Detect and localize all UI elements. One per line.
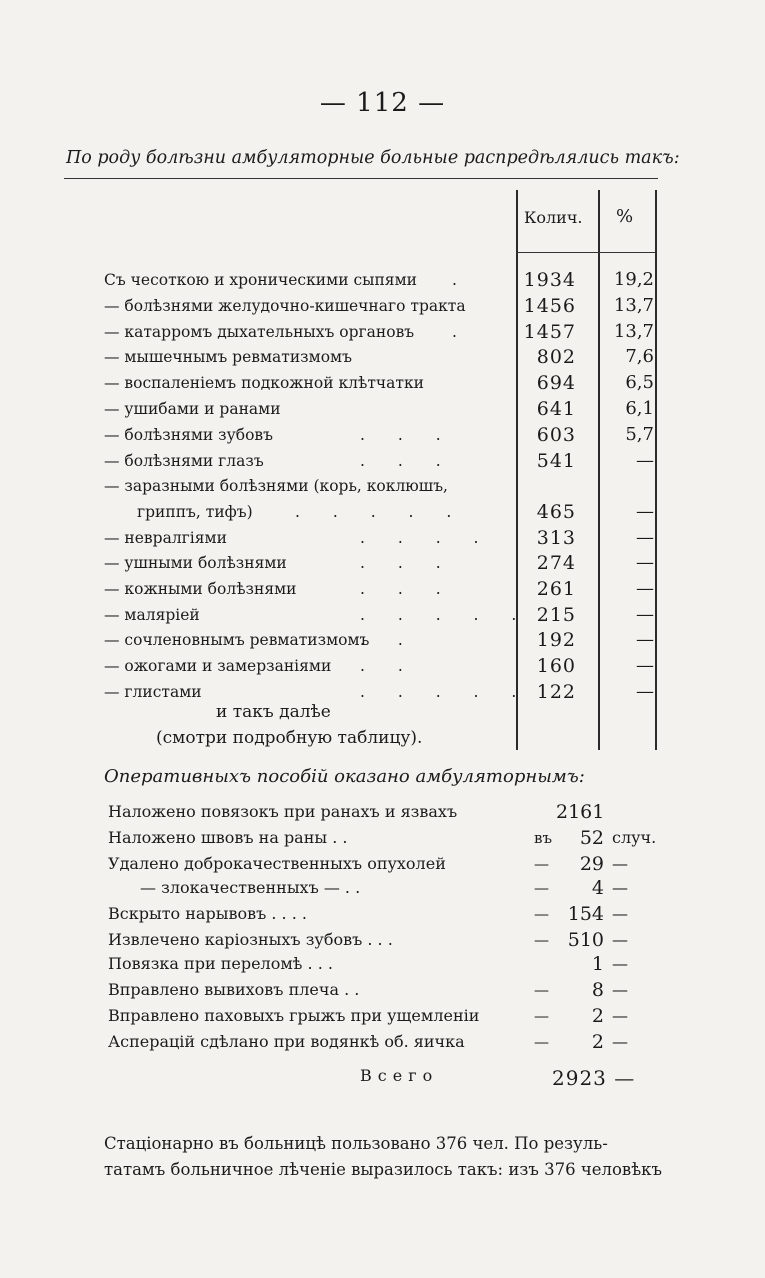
table-row-leader: . . . <box>360 580 455 598</box>
table-row-percent: — <box>636 578 654 599</box>
operation-unit: — <box>612 954 628 973</box>
table-row-leader: . . . . <box>360 529 493 547</box>
table-row-percent: 7,6 <box>625 346 654 367</box>
operation-label: Повязка при переломѣ . . . <box>108 954 333 973</box>
table-row-percent: — <box>636 629 654 650</box>
table-divider-right <box>655 190 657 750</box>
table-footer-line1: и такъ далѣе <box>216 702 331 722</box>
table-row-percent: 19,2 <box>613 269 654 290</box>
table-row-label: — ожогами и замерзаніями <box>104 657 332 675</box>
table-row-percent: — <box>636 527 654 548</box>
table-row-label: — катарромъ дыхательныхъ органовъ <box>104 323 415 341</box>
table-row-leader: . . . . . <box>360 683 531 701</box>
table-row-leader: . . . <box>360 426 455 444</box>
table-row-percent: — <box>636 655 654 676</box>
table-row-leader: . <box>452 271 471 289</box>
table-row-label: гриппъ, тифъ) <box>137 503 253 521</box>
operation-label: Вправлено паховыхъ грыжъ при ущемленіи <box>108 1006 480 1025</box>
operation-prefix: — <box>534 879 549 897</box>
table-row-leader: . . <box>360 657 417 675</box>
column-header-rule <box>516 252 657 253</box>
table-row-label: — болѣзнями глазъ <box>104 452 264 470</box>
table-row-label: — болѣзнями зубовъ <box>104 426 273 444</box>
table-row-count: 603 <box>536 424 576 446</box>
operation-value: 52 <box>579 827 604 849</box>
table-footer-line2: (смотри подробную таблицу). <box>156 728 423 748</box>
operation-prefix: — <box>534 1033 549 1051</box>
operation-unit: — <box>612 854 628 873</box>
table-row-count: 160 <box>536 655 576 677</box>
table-row-count: 261 <box>536 578 576 600</box>
table-row-label: — ушибами и ранами <box>104 400 281 418</box>
operation-unit: — <box>612 904 628 923</box>
table-row-label: — маляріей <box>104 606 200 624</box>
operation-label: Извлечено каріозныхъ зубовъ . . . <box>108 930 393 949</box>
operation-unit: — <box>612 878 628 897</box>
operation-label: — злокачественныхъ — . . <box>140 878 361 897</box>
total-label: Всего <box>360 1066 439 1085</box>
table-row-leader: . . . . . <box>295 503 466 521</box>
paragraph-line1: Стаціонарно въ больницѣ пользовано 376 чел. По резуль- <box>104 1134 608 1153</box>
table-row-label: — невралгіями <box>104 529 227 547</box>
table-row-count: 274 <box>536 552 576 574</box>
table-row-count: 641 <box>536 398 576 420</box>
table-divider-left <box>516 190 518 750</box>
operation-unit: — <box>612 930 628 949</box>
table-row-percent: 13,7 <box>613 321 654 342</box>
table-row-percent: — <box>636 604 654 625</box>
operation-value: 510 <box>567 929 604 951</box>
table-row-leader: . . . . . <box>360 606 531 624</box>
table-row-label: — ушными болѣзнями <box>104 554 287 572</box>
table-row-count: 541 <box>536 450 576 472</box>
table-row-label: — болѣзнями желудочно-кишечнаго тракта <box>104 297 466 315</box>
table-row-label: — мышечнымъ ревматизмомъ <box>104 348 352 366</box>
operation-unit: случ. <box>612 828 657 847</box>
table-row-leader: . . . <box>360 452 455 470</box>
table-row-leader: . . <box>360 631 417 649</box>
operation-value: 154 <box>567 903 604 925</box>
operation-value: 4 <box>591 877 604 899</box>
table-row-count: 122 <box>536 681 576 703</box>
table-row-percent: — <box>636 552 654 573</box>
table-row-leader: . . . <box>360 554 455 572</box>
operation-label: Удалено доброкачественныхъ опухолей <box>108 854 446 873</box>
operation-prefix: — <box>534 905 549 923</box>
table-row-count: 802 <box>536 346 576 368</box>
table-row-count: 192 <box>536 629 576 651</box>
heading-rule <box>64 178 658 179</box>
operation-prefix: — <box>534 855 549 873</box>
table-row-percent: 6,1 <box>625 398 654 419</box>
operation-value: 29 <box>579 853 604 875</box>
operation-unit: — <box>612 1032 628 1051</box>
table-row-leader: . <box>452 323 471 341</box>
operation-value: 2 <box>591 1005 604 1027</box>
operation-label: Вправлено вывиховъ плеча . . <box>108 980 360 999</box>
operation-prefix: — <box>534 981 549 999</box>
table-row-count: 694 <box>536 372 576 394</box>
table-row-label: Съ чесоткою и хроническими сыпями <box>104 271 417 289</box>
operation-value: 8 <box>591 979 604 1001</box>
table-row-label: — воспаленіемъ подкожной клѣтчатки <box>104 374 425 392</box>
operation-value: 2161 <box>556 801 605 823</box>
table-row-count: 1934 <box>523 269 576 291</box>
table-row-percent: 5,7 <box>625 424 654 445</box>
operation-prefix: въ <box>534 829 552 847</box>
operations-title: Оперативныхъ пособій оказано амбуляторнымъ: <box>104 766 585 787</box>
table-row-label: — заразными болѣзнями (корь, коклюшъ, <box>104 477 448 495</box>
operation-prefix: — <box>534 931 549 949</box>
table-row-count: 465 <box>536 501 576 523</box>
operation-label: Наложено повязокъ при ранахъ и язвахъ <box>108 802 458 821</box>
page-number: — 112 — <box>319 88 446 118</box>
table-row-count: 313 <box>536 527 576 549</box>
operation-value: 1 <box>591 953 604 975</box>
table-divider-mid <box>598 190 600 750</box>
total-value: 2923 — <box>552 1066 636 1090</box>
table-row-count: 215 <box>536 604 576 626</box>
table-row-percent: 13,7 <box>613 295 654 316</box>
column-header-count: Колич. <box>524 208 583 227</box>
operation-prefix: — <box>534 1007 549 1025</box>
table-row-percent: — <box>636 450 654 471</box>
operation-label: Вскрыто нарывовъ . . . . <box>108 904 307 923</box>
operation-value: 2 <box>591 1031 604 1053</box>
operation-label: Наложено швовъ на раны . . <box>108 828 348 847</box>
table-row-label: — кожными болѣзнями <box>104 580 297 598</box>
table-row-percent: 6,5 <box>625 372 654 393</box>
paragraph-line2: татамъ больничное лѣченіе выразилось такъ: изъ 376 человѣкъ <box>104 1160 662 1179</box>
operation-unit: — <box>612 1006 628 1025</box>
table-row-count: 1456 <box>523 295 576 317</box>
table-row-percent: — <box>636 501 654 522</box>
section-heading: По роду болѣзни амбуляторные больные распредѣлялись такъ: <box>66 148 680 168</box>
table-row-percent: — <box>636 681 654 702</box>
column-header-percent: % <box>616 206 634 227</box>
table-row-label: — глистами <box>104 683 202 701</box>
table-row-label: — сочленовнымъ ревматизмомъ <box>104 631 370 649</box>
operation-label: Асперацій сдѣлано при водянкѣ об. яичка <box>108 1032 465 1051</box>
operation-unit: — <box>612 980 628 999</box>
table-row-count: 1457 <box>523 321 576 343</box>
